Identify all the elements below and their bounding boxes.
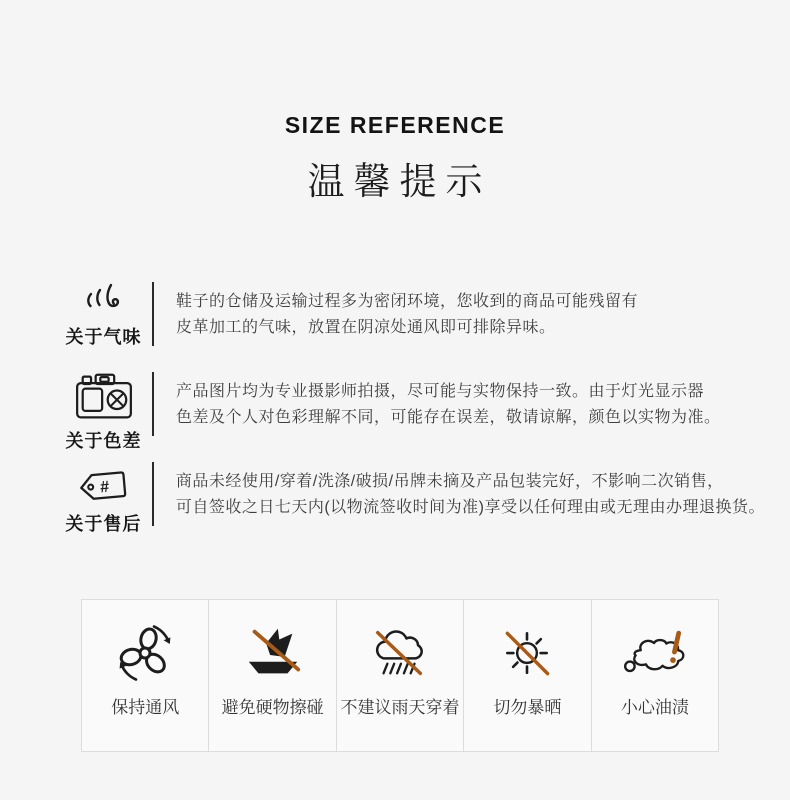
care-icon-wrap	[242, 616, 304, 690]
camera-icon	[74, 372, 134, 422]
care-cell-no-sun	[463, 600, 590, 751]
tip-label: 关于售后	[65, 514, 142, 534]
divider	[152, 462, 154, 526]
no-hard-scratch-icon	[242, 624, 304, 682]
tip-label: 关于气味	[65, 327, 142, 347]
tip-text	[176, 368, 721, 442]
oil-stain-icon	[619, 625, 691, 681]
odor-icon	[78, 282, 130, 318]
price-tag-icon	[75, 467, 131, 505]
tip-text	[176, 278, 638, 352]
no-rain-icon	[369, 623, 431, 683]
svg-text:#: #	[99, 477, 111, 497]
care-label: 切勿暴晒	[493, 698, 562, 717]
care-label: 不建议雨天穿着	[340, 698, 460, 717]
care-icon-wrap	[113, 616, 177, 690]
care-cell-oil-stain	[591, 600, 718, 751]
tip-row-color	[55, 368, 765, 451]
fan-icon	[113, 621, 177, 685]
tip-text-line: 商品未经使用/穿着/洗涤/破损/吊牌未摘及产品包装完好，不影响二次销售，	[175, 473, 724, 490]
tip-row-odor	[55, 278, 765, 352]
tip-text-line: 色差及个人对色彩理解不同，可能存在误差，敬请谅解，颜色以实物为准。	[176, 409, 721, 426]
divider	[152, 282, 154, 346]
no-sun-icon	[497, 621, 557, 685]
tip-text	[176, 458, 765, 532]
tip-side	[55, 458, 152, 532]
care-cell-ventilate	[82, 600, 208, 751]
section-title-cn: 温馨提示	[307, 161, 492, 202]
care-cell-no-rain	[336, 600, 463, 751]
care-notes-box	[81, 599, 719, 752]
care-icon-wrap	[497, 616, 557, 690]
tip-text-line: 可自签收之日七天内(以物流签收时间为准)享受以任何理由或无理由办理退换货。	[175, 499, 765, 516]
care-label: 避免硬物擦碰	[221, 698, 324, 717]
care-cell-no-hard-objects	[208, 600, 335, 751]
care-label: 保持通风	[111, 698, 180, 717]
tip-row-aftersales	[55, 458, 765, 532]
tip-side	[55, 278, 152, 352]
tip-side	[55, 368, 152, 451]
care-icon-wrap	[619, 616, 691, 690]
tip-label: 关于色差	[65, 431, 142, 451]
divider	[152, 372, 154, 436]
tip-text-line: 产品图片均为专业摄影师拍摄，尽可能与实物保持一致。由于灯光显示器	[176, 383, 705, 400]
care-label: 小心油渍	[620, 698, 689, 717]
tip-text-line: 鞋子的仓储及运输过程多为密闭环境，您收到的商品可能残留有	[176, 293, 639, 310]
care-icon-wrap	[369, 616, 431, 690]
tip-text-line: 皮革加工的气味，放置在阴凉处通风即可排除异味。	[176, 319, 556, 336]
section-title-en: SIZE REFERENCE	[284, 112, 506, 138]
